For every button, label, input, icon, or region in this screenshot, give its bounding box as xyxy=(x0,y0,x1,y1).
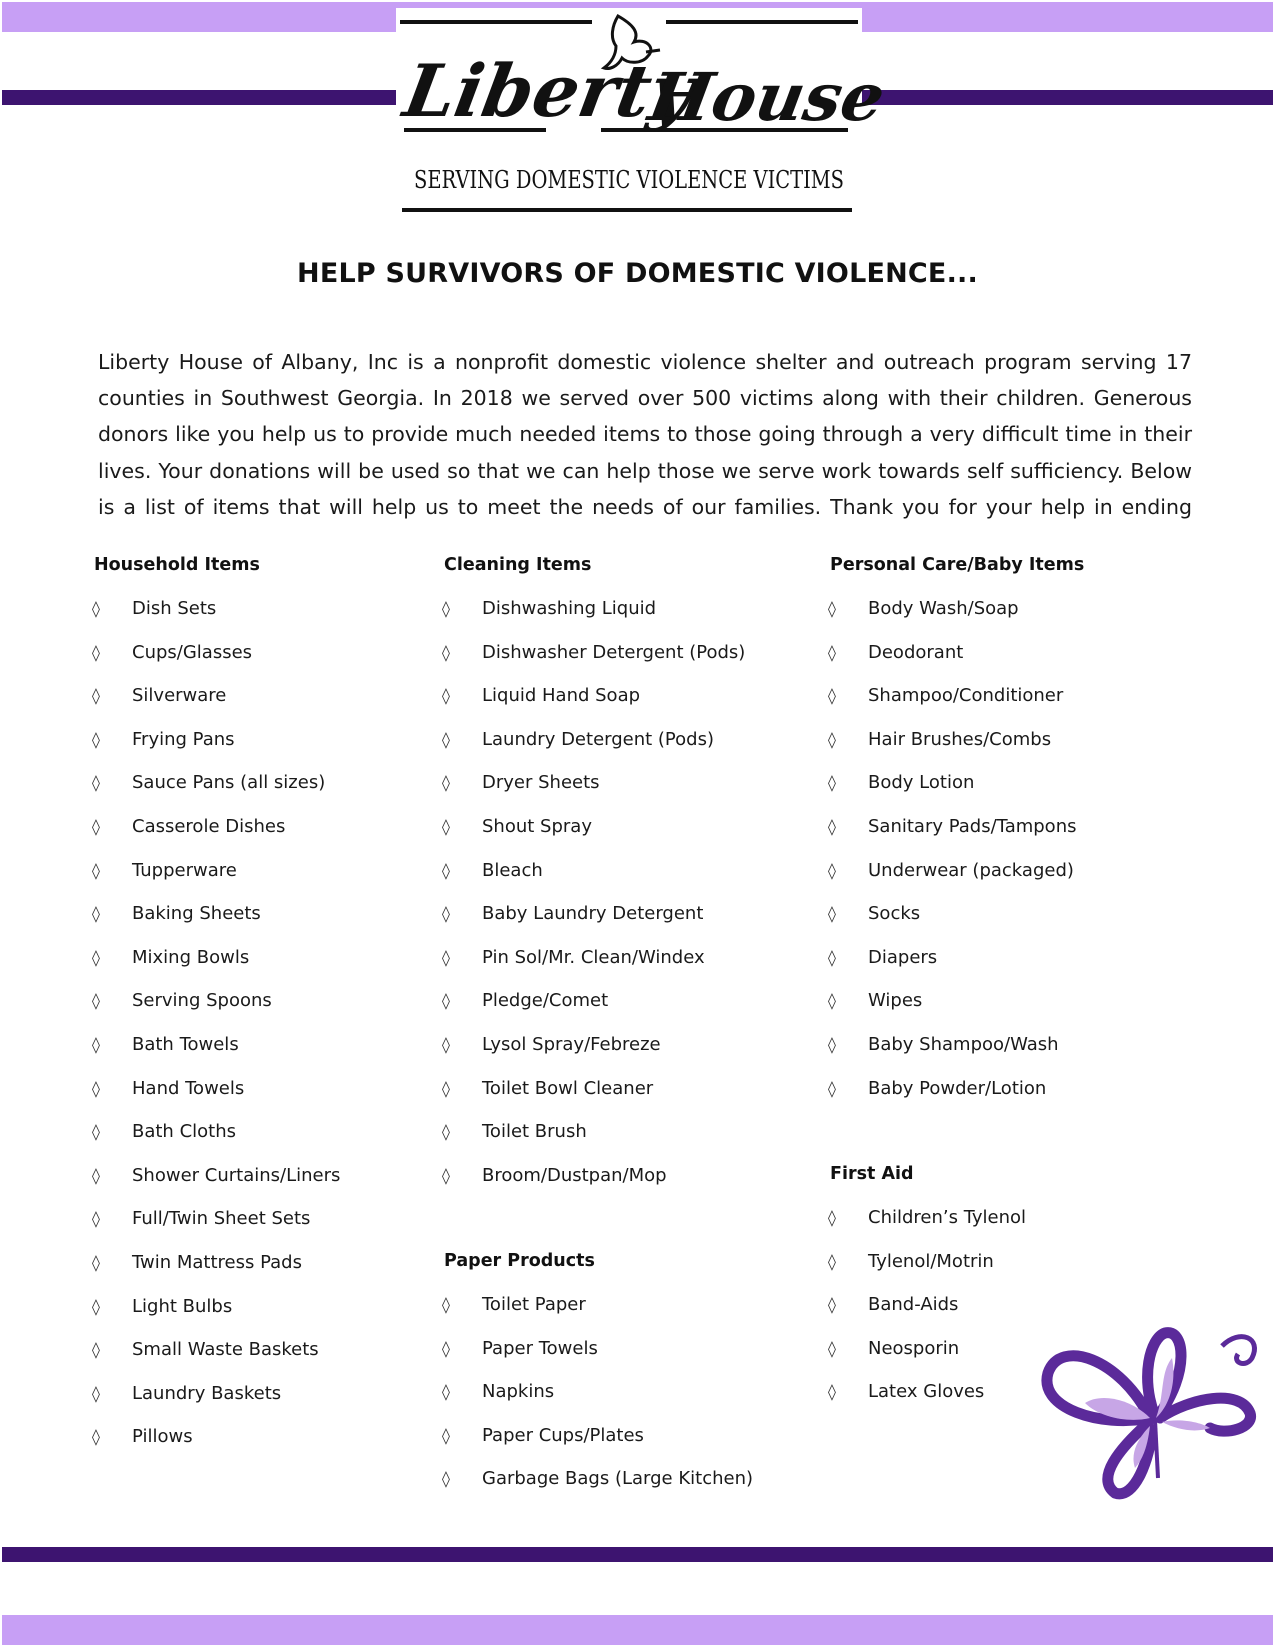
list-item xyxy=(442,1421,644,1465)
list-item-label: Liquid Hand Soap xyxy=(482,685,641,707)
list-item xyxy=(442,899,704,943)
list-item xyxy=(442,681,641,725)
list-item-label: Diapers xyxy=(868,946,938,968)
list-item xyxy=(830,1074,1084,1118)
list-item-label: Laundry Detergent (Pods) xyxy=(482,728,714,750)
bullet-diamond-icon: ◊ xyxy=(828,773,836,793)
list-item-label: Full/Twin Sheet Sets xyxy=(132,1208,311,1230)
list-item xyxy=(830,943,1084,987)
list-item-label: Casserole Dishes xyxy=(132,815,286,837)
list-item xyxy=(830,768,1084,812)
list-item xyxy=(830,899,1084,943)
bullet-diamond-icon: ◊ xyxy=(92,686,100,706)
bullet-diamond-icon: ◊ xyxy=(92,816,100,836)
list-item-label: Laundry Baskets xyxy=(132,1382,282,1404)
logo-word-house: House xyxy=(643,58,891,136)
list-item xyxy=(94,1292,260,1336)
bullet-diamond-icon: ◊ xyxy=(828,599,836,618)
list-item xyxy=(828,1247,994,1291)
list-item xyxy=(92,1161,341,1205)
bullet-diamond-icon: ◊ xyxy=(92,1078,100,1098)
list-item-label: Bleach xyxy=(482,859,543,881)
bullet-diamond-icon: ◊ xyxy=(828,642,836,662)
list-item-label: Latex Gloves xyxy=(868,1381,985,1403)
bullet-diamond-icon: ◊ xyxy=(828,947,836,967)
list-item-label: Small Waste Baskets xyxy=(132,1339,319,1361)
bullet-diamond-icon: ◊ xyxy=(442,860,450,880)
list-item-label: Toilet Bowl Cleaner xyxy=(482,1077,654,1099)
list-item-label: Socks xyxy=(868,903,921,925)
bottom-dark-band xyxy=(2,1547,1273,1562)
list-item xyxy=(442,594,657,638)
list-item-label: Napkins xyxy=(482,1381,555,1403)
list-item xyxy=(94,638,260,682)
bullet-diamond-icon: ◊ xyxy=(442,599,450,618)
list-item-label: Dishwashing Liquid xyxy=(482,598,657,619)
list-item xyxy=(442,768,600,812)
list-item xyxy=(444,1290,595,1334)
list-item-label: Wipes xyxy=(868,990,923,1012)
list-item xyxy=(94,681,260,725)
list-item-label: Baby Laundry Detergent xyxy=(482,903,704,925)
list-item-label: Band-Aids xyxy=(868,1294,959,1316)
paper-heading: Paper Products xyxy=(444,1251,595,1271)
list-item xyxy=(828,1334,960,1378)
list-item-label: Hair Brushes/Combs xyxy=(868,728,1052,750)
list-item xyxy=(830,856,1084,900)
bullet-diamond-icon: ◊ xyxy=(92,1296,100,1316)
bullet-diamond-icon: ◊ xyxy=(442,991,450,1011)
list-item xyxy=(94,725,260,769)
list-item-label: Serving Spoons xyxy=(132,990,272,1012)
list-item xyxy=(830,1030,1084,1074)
bullet-diamond-icon: ◊ xyxy=(442,1469,450,1489)
list-item xyxy=(442,1334,598,1378)
list-item xyxy=(442,943,705,987)
bullet-diamond-icon: ◊ xyxy=(828,686,836,706)
firstaid-section xyxy=(828,1159,1027,1421)
list-item-label: Sanitary Pads/Tampons xyxy=(868,815,1077,837)
bullet-diamond-icon: ◊ xyxy=(92,1252,100,1272)
bullet-diamond-icon: ◊ xyxy=(442,816,450,836)
bullet-diamond-icon: ◊ xyxy=(442,1078,450,1098)
list-item-label: Twin Mattress Pads xyxy=(132,1251,302,1273)
logo-tagline: SERVING DOMESTIC VIOLENCE VICTIMS xyxy=(414,166,844,194)
list-item xyxy=(442,725,714,769)
list-item-label: Bath Towels xyxy=(132,1033,239,1055)
bullet-diamond-icon: ◊ xyxy=(92,904,100,924)
list-item xyxy=(92,986,272,1030)
list-item-label: Body Lotion xyxy=(868,772,975,794)
personal-list xyxy=(830,594,1084,1117)
bullet-diamond-icon: ◊ xyxy=(442,904,450,924)
list-item xyxy=(830,681,1084,725)
household-section xyxy=(92,550,341,1466)
list-item xyxy=(830,725,1084,769)
list-item-label: Baking Sheets xyxy=(132,903,261,925)
bullet-diamond-icon: ◊ xyxy=(828,1295,836,1315)
paper-section xyxy=(442,1246,754,1508)
personal-heading: Personal Care/Baby Items xyxy=(830,555,1085,575)
bullet-diamond-icon: ◊ xyxy=(442,1165,450,1185)
list-item xyxy=(92,1248,302,1292)
bullet-diamond-icon: ◊ xyxy=(828,904,836,924)
list-item-label: Baby Shampoo/Wash xyxy=(868,1033,1059,1055)
bullet-diamond-icon: ◊ xyxy=(828,1382,836,1402)
list-item-label: Pin Sol/Mr. Clean/Windex xyxy=(482,946,705,968)
list-item-label: Pillows xyxy=(132,1426,193,1448)
bullet-diamond-icon: ◊ xyxy=(92,1209,100,1229)
list-item-label: Shampoo/Conditioner xyxy=(868,685,1064,707)
bullet-diamond-icon: ◊ xyxy=(828,1251,836,1271)
bullet-diamond-icon: ◊ xyxy=(828,1034,836,1054)
list-item xyxy=(442,1464,754,1508)
list-item xyxy=(92,1204,311,1248)
list-item xyxy=(94,1422,260,1466)
list-item-label: Toilet Paper xyxy=(482,1294,586,1315)
household-list xyxy=(92,594,341,1466)
list-item xyxy=(830,638,1084,682)
list-item-label: Shout Spray xyxy=(482,815,592,837)
bullet-diamond-icon: ◊ xyxy=(442,1382,450,1402)
list-item xyxy=(92,812,286,856)
bullet-diamond-icon: ◊ xyxy=(92,773,100,793)
bullet-diamond-icon: ◊ xyxy=(442,686,450,706)
list-item xyxy=(830,986,1084,1030)
bullet-diamond-icon: ◊ xyxy=(92,1383,100,1403)
list-item xyxy=(92,1335,319,1379)
firstaid-heading: First Aid xyxy=(830,1164,914,1184)
logo-word-liberty: Liberty xyxy=(397,49,700,134)
list-item-label: Tupperware xyxy=(132,859,237,881)
intro-paragraph: Liberty House of Albany, Inc is a nonprofit domestic violence shelter and outreach program serving 17 counties in Southwest Georgia. In 2018 we served over 500 victims along with their children. Generous donors like you help us to provide much needed items to those going through a very difficult time in their lives. Your donations will be used so that we can help those we serve work towards self sufficiency. Below is a list of items that will help us to meet the needs of our families. Thank you for your help in ending xyxy=(98,350,1192,519)
paper-list xyxy=(442,1290,754,1508)
list-item xyxy=(92,768,326,812)
list-item-label: Pledge/Comet xyxy=(482,990,609,1012)
list-item-label: Shower Curtains/Liners xyxy=(132,1164,341,1186)
list-item-label: Paper Cups/Plates xyxy=(482,1424,644,1446)
bullet-diamond-icon: ◊ xyxy=(92,1034,100,1054)
bullet-diamond-icon: ◊ xyxy=(92,991,100,1011)
list-item-label: Underwear (packaged) xyxy=(868,859,1074,881)
bullet-diamond-icon: ◊ xyxy=(442,1034,450,1054)
list-item-label: Cups/Glasses xyxy=(132,641,253,663)
bullet-diamond-icon: ◊ xyxy=(92,860,100,880)
list-item xyxy=(830,594,1084,638)
bullet-diamond-icon: ◊ xyxy=(442,947,450,967)
cleaning-list xyxy=(442,594,746,1204)
cleaning-section xyxy=(442,550,746,1204)
list-item-label: Sauce Pans (all sizes) xyxy=(132,772,326,794)
list-item xyxy=(94,1030,260,1074)
butterfly-icon xyxy=(1040,1318,1265,1503)
bottom-light-band xyxy=(2,1615,1273,1645)
bullet-diamond-icon: ◊ xyxy=(442,1338,450,1358)
list-item xyxy=(94,943,260,987)
bullet-diamond-icon: ◊ xyxy=(92,1122,100,1142)
list-item xyxy=(444,1117,591,1161)
list-item-label: Silverware xyxy=(132,685,227,707)
list-item-label: Neosporin xyxy=(868,1337,960,1359)
list-item-label: Dish Sets xyxy=(132,598,217,619)
list-item-label: Dishwasher Detergent (Pods) xyxy=(482,641,746,663)
list-item xyxy=(94,1074,260,1118)
bullet-diamond-icon: ◊ xyxy=(442,1295,450,1314)
list-item xyxy=(94,594,260,638)
list-item xyxy=(830,812,1084,856)
list-item xyxy=(92,1379,282,1423)
list-item xyxy=(444,1377,595,1421)
list-item-label: Deodorant xyxy=(868,641,964,663)
bullet-diamond-icon: ◊ xyxy=(828,1338,836,1358)
list-item xyxy=(442,1161,667,1205)
list-item-label: Mixing Bowls xyxy=(132,946,250,968)
list-item-label: Baby Powder/Lotion xyxy=(868,1077,1047,1099)
list-item-label: Light Bulbs xyxy=(132,1295,233,1317)
page-title: HELP SURVIVORS OF DOMESTIC VIOLENCE... xyxy=(297,258,978,289)
list-item xyxy=(442,638,746,682)
list-item xyxy=(444,812,591,856)
list-item xyxy=(442,986,609,1030)
bullet-diamond-icon: ◊ xyxy=(92,1427,100,1447)
list-item-label: Bath Cloths xyxy=(132,1121,236,1143)
bullet-diamond-icon: ◊ xyxy=(442,1425,450,1445)
list-item-label: Body Wash/Soap xyxy=(868,598,1019,619)
list-item-label: Paper Towels xyxy=(482,1337,598,1359)
bullet-diamond-icon: ◊ xyxy=(92,1340,100,1360)
bullet-diamond-icon: ◊ xyxy=(828,816,836,836)
firstaid-list xyxy=(828,1203,1027,1421)
list-item xyxy=(442,1030,661,1074)
list-item xyxy=(94,856,260,900)
bullet-diamond-icon: ◊ xyxy=(442,729,450,749)
household-heading: Household Items xyxy=(94,555,260,575)
list-item-label: Toilet Brush xyxy=(482,1121,587,1143)
bullet-diamond-icon: ◊ xyxy=(828,991,836,1011)
bullet-diamond-icon: ◊ xyxy=(828,860,836,880)
bullet-diamond-icon: ◊ xyxy=(442,1122,450,1142)
liberty-house-logo xyxy=(396,8,891,216)
bullet-diamond-icon: ◊ xyxy=(92,642,100,662)
list-item xyxy=(94,1117,260,1161)
bullet-diamond-icon: ◊ xyxy=(828,1078,836,1098)
bullet-diamond-icon: ◊ xyxy=(92,1165,100,1185)
list-item xyxy=(442,1074,654,1118)
bullet-diamond-icon: ◊ xyxy=(442,642,450,662)
list-item xyxy=(444,856,591,900)
list-item-label: Dryer Sheets xyxy=(482,772,600,794)
list-item-label: Hand Towels xyxy=(132,1077,245,1099)
bullet-diamond-icon: ◊ xyxy=(442,773,450,793)
list-item-label: Frying Pans xyxy=(132,728,235,750)
personal-section xyxy=(830,550,1084,1117)
bullet-diamond-icon: ◊ xyxy=(92,947,100,967)
list-item xyxy=(828,1377,985,1421)
list-item xyxy=(94,899,260,943)
bullet-diamond-icon: ◊ xyxy=(828,1208,836,1227)
bullet-diamond-icon: ◊ xyxy=(828,729,836,749)
cleaning-heading: Cleaning Items xyxy=(444,555,592,575)
list-item-label: Children’s Tylenol xyxy=(868,1207,1027,1228)
list-item xyxy=(828,1290,959,1334)
list-item-label: Lysol Spray/Febreze xyxy=(482,1033,661,1055)
list-item-label: Tylenol/Motrin xyxy=(868,1250,994,1272)
list-item-label: Broom/Dustpan/Mop xyxy=(482,1164,667,1186)
bullet-diamond-icon: ◊ xyxy=(92,729,100,749)
list-item xyxy=(828,1203,1027,1247)
list-item-label: Garbage Bags (Large Kitchen) xyxy=(482,1468,754,1490)
bullet-diamond-icon: ◊ xyxy=(92,599,100,618)
